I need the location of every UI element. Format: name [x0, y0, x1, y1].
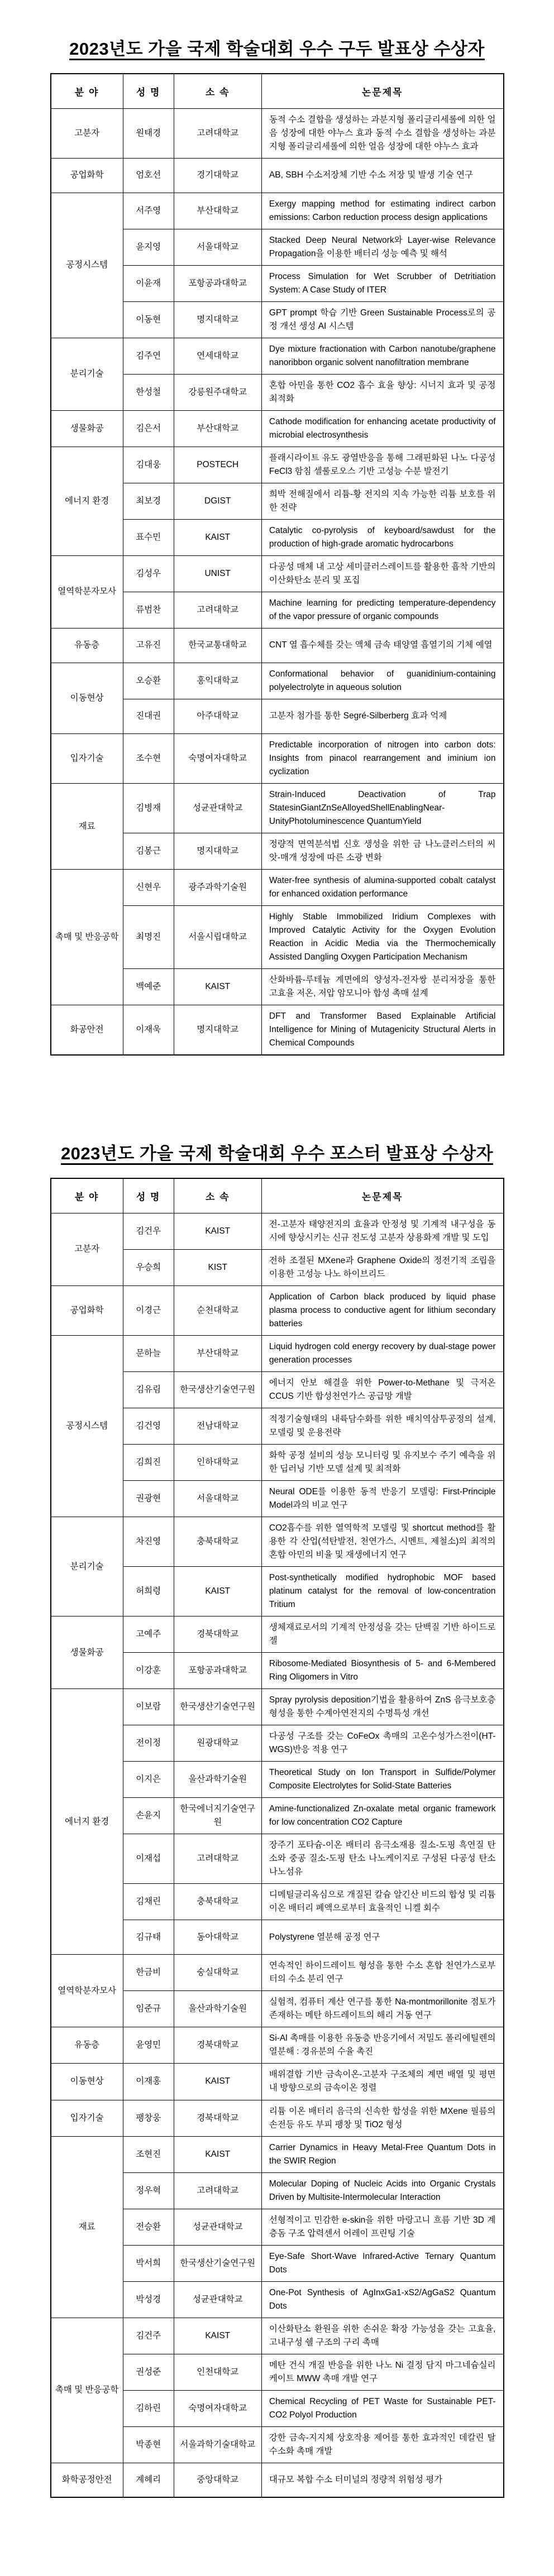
header-affiliation: 소 속 [174, 74, 261, 108]
affiliation-cell: 전남대학교 [174, 1408, 261, 1444]
paper-title-cell: 에너지 안보 해결을 위한 Power-to-Methane 및 극저온 CCUS 기반 합성천연가스 공급망 개발 [261, 1371, 503, 1408]
affiliation-cell: 한국생산기술연구원 [174, 1371, 261, 1408]
table-row [51, 1517, 504, 1567]
paper-title-cell: Highly Stable Immobilized Iridium Complexes with Improved Catalytic Activity for the Oxygen Evolution Reaction in Acidic Media via the Thermochemically Assisted Dangling Oxygen Participation Mechanism [261, 906, 503, 969]
winner-name-cell: 한금비 [123, 1955, 174, 1991]
affiliation-cell: 성균관대학교 [174, 2281, 261, 2318]
winner-name-cell: 조수현 [123, 733, 174, 783]
table-row [51, 338, 504, 374]
affiliation-cell: 인천대학교 [174, 2354, 261, 2390]
affiliation-cell: 광주과학기술원 [174, 870, 261, 906]
paper-title-cell: Carrier Dynamics in Heavy Metal-Free Quantum Dots in the SWIR Region [261, 2136, 503, 2172]
winner-name-cell: 최보경 [123, 483, 174, 519]
paper-title-cell: GPT prompt 학습 기반 Green Sustainable Process로의 공정 개선 생성 AI 시스템 [261, 301, 503, 338]
winner-name-cell: 정우혁 [123, 2172, 174, 2209]
affiliation-cell: UNIST [174, 555, 261, 592]
paper-title-cell: 다공성 구조를 갖는 CoFeOx 촉매의 고온수성가스전이(HT-WGS)반응 적용 연구 [261, 1725, 503, 1762]
oral-awards-section [0, 35, 554, 1056]
winner-name-cell: 김규태 [123, 1920, 174, 1955]
header-row [51, 74, 504, 108]
paper-title-cell: 동적 수소 결합을 생성하는 과분지형 폴리글리세롤에 의한 얼음 성장에 대한 야누스 효과 동적 수소 결합을 생성하는 과분지형 폴리글리세롤에 의한 얼음 성장에 대한 야누스 효과 [261, 108, 503, 158]
paper-title-cell: 장주기 포타슘-이온 배터리 음극소재용 질소-도핑 흑연질 탄소와 중공 질소-도핑 탄소 나노케이지로 구성된 다공성 탄소 나노섬유 [261, 1834, 503, 1884]
winner-name-cell: 이재욱 [123, 1005, 174, 1056]
field-cell: 촉매 및 반응공학 [51, 2318, 123, 2463]
affiliation-cell: 숙명여자대학교 [174, 2390, 261, 2426]
affiliation-cell: 고려대학교 [174, 108, 261, 158]
winner-name-cell: 윤지영 [123, 229, 174, 265]
winner-name-cell: 이동현 [123, 301, 174, 338]
winner-name-cell: 박성경 [123, 2281, 174, 2318]
winner-name-cell: 김주연 [123, 338, 174, 374]
affiliation-cell: 울산과학기술원 [174, 1762, 261, 1798]
paper-title-cell: CNT 열 흡수체를 갖는 액체 금속 태양열 흡열기의 기체 예열 [261, 628, 503, 663]
field-cell: 공정시스템 [51, 1335, 123, 1517]
poster-awards-table [50, 1178, 504, 2498]
winner-name-cell: 박종현 [123, 2426, 174, 2463]
oral-awards-title: 2023년도 가을 국제 학술대회 우수 구두 발표상 수상자 [69, 39, 485, 59]
field-cell: 열역학분자모사 [51, 555, 123, 628]
header-field: 분 야 [51, 1178, 123, 1213]
affiliation-cell: KAIST [174, 1567, 261, 1616]
header-name: 성 명 [123, 74, 174, 108]
field-cell: 공정시스템 [51, 193, 123, 338]
table-row [51, 2064, 504, 2100]
affiliation-cell: 명지대학교 [174, 301, 261, 338]
affiliation-cell: KAIST [174, 969, 261, 1005]
poster-awards-section [0, 1139, 554, 2498]
affiliation-cell: 부산대학교 [174, 1335, 261, 1371]
winner-name-cell: 차진영 [123, 1517, 174, 1567]
table-row [51, 1955, 504, 1991]
winner-name-cell: 김병재 [123, 784, 174, 833]
oral-awards-table [50, 73, 504, 1056]
paper-title-cell: 화학 공정 설비의 성능 모니터링 및 유지보수 주기 예측을 위한 딥러닝 기반 모델 설계 및 최적화 [261, 1444, 503, 1480]
table-row [51, 870, 504, 906]
winner-name-cell: 김하린 [123, 2390, 174, 2426]
paper-title-cell: 적정기술형태의 내륙담수화를 위한 배치역삼투공정의 설계, 모델링 및 운용전략 [261, 1408, 503, 1444]
table-row [51, 628, 504, 663]
paper-title-cell: Chemical Recycling of PET Waste for Sustainable PET-CO2 Polyol Production [261, 2390, 503, 2426]
paper-title-cell: AB, SBH 수소저장체 기반 수소 저장 및 발생 기술 연구 [261, 158, 503, 193]
winner-name-cell: 표수민 [123, 519, 174, 555]
affiliation-cell: KAIST [174, 2136, 261, 2172]
paper-title-cell: Molecular Doping of Nucleic Acids into Organic Crystals Driven by Multisite-Intermolecular Interaction [261, 2172, 503, 2209]
table-row [51, 193, 504, 229]
affiliation-cell: 경북대학교 [174, 2100, 261, 2136]
field-cell: 에너지 환경 [51, 447, 123, 555]
paper-title-cell: Si-Al 촉매를 이용한 유동층 반응기에서 저밀도 폴리에틸렌의 열분해 : 경유분의 수율 촉진 [261, 2027, 503, 2064]
winner-name-cell: 전승환 [123, 2209, 174, 2245]
winner-name-cell: 고유진 [123, 628, 174, 663]
affiliation-cell: 한국교통대학교 [174, 628, 261, 663]
paper-title-cell: Catalytic co-pyrolysis of keyboard/sawdust for the production of high-grade aromatic hydrocarbons [261, 519, 503, 555]
winner-name-cell: 이경근 [123, 1285, 174, 1335]
affiliation-cell: 홍익대학교 [174, 663, 261, 699]
winner-name-cell: 김희진 [123, 1444, 174, 1480]
affiliation-cell: POSTECH [174, 447, 261, 483]
paper-title-cell: Water-free synthesis of alumina-supported cobalt catalyst for enhanced oxidation performance [261, 870, 503, 906]
paper-title-cell: Machine learning for predicting temperature-dependency of the vapor pressure of organic compounds [261, 592, 503, 628]
affiliation-cell: 명지대학교 [174, 833, 261, 870]
paper-title-cell: Exergy mapping method for estimating indirect carbon emissions: Carbon reduction process design applications [261, 193, 503, 229]
affiliation-cell: 강릉원주대학교 [174, 374, 261, 410]
paper-title-cell: Eye-Safe Short-Wave Infrared-Active Ternary Quantum Dots [261, 2245, 503, 2281]
table-row [51, 1213, 504, 1249]
winner-name-cell: 오승환 [123, 663, 174, 699]
header-paper: 논문제목 [261, 74, 503, 108]
winner-name-cell: 김채린 [123, 1884, 174, 1920]
winner-name-cell: 이강훈 [123, 1653, 174, 1689]
field-cell: 촉매 및 반응공학 [51, 870, 123, 1005]
affiliation-cell: 경북대학교 [174, 2027, 261, 2064]
paper-title-cell: One-Pot Synthesis of AgInxGa1-xS2/AgGaS2 Quantum Dots [261, 2281, 503, 2318]
table-row [51, 410, 504, 447]
field-cell: 이동현상 [51, 663, 123, 733]
winner-name-cell: 서주영 [123, 193, 174, 229]
affiliation-cell: 서울대학교 [174, 1480, 261, 1517]
paper-title-cell: Conformational behavior of guanidinium-containing polyelectrolyte in aqueous solution [261, 663, 503, 699]
field-cell: 입자기술 [51, 2100, 123, 2136]
affiliation-cell: 아주대학교 [174, 699, 261, 733]
affiliation-cell: KAIST [174, 1213, 261, 1249]
affiliation-cell: KAIST [174, 2064, 261, 2100]
winner-name-cell: 허희령 [123, 1567, 174, 1616]
affiliation-cell: 울산과학기술원 [174, 1991, 261, 2027]
paper-title-cell: 고분자 첨가를 통한 Segré-Silberberg 효과 억제 [261, 699, 503, 733]
paper-title-cell: 리튬 이온 배터리 음극의 신속한 합성을 위한 MXene 필름의 손전등 유도 부피 팽창 및 TiO2 형성 [261, 2100, 503, 2136]
paper-title-cell: Ribosome-Mediated Biosynthesis of 5- and 6-Membered Ring Oligomers in Vitro [261, 1653, 503, 1689]
winner-name-cell: 임준규 [123, 1991, 174, 2027]
affiliation-cell: 동아대학교 [174, 1920, 261, 1955]
winner-name-cell: 최명진 [123, 906, 174, 969]
winner-name-cell: 이보람 [123, 1689, 174, 1725]
affiliation-cell: 고려대학교 [174, 592, 261, 628]
paper-title-cell: 생체재료로서의 기계적 안정성을 갖는 단백질 기반 하이드로젤 [261, 1616, 503, 1653]
affiliation-cell: 성균관대학교 [174, 784, 261, 833]
field-cell: 고분자 [51, 108, 123, 158]
header-paper: 논문제목 [261, 1178, 503, 1213]
affiliation-cell: KAIST [174, 2318, 261, 2354]
winner-name-cell: 김건영 [123, 1408, 174, 1444]
affiliation-cell: 경북대학교 [174, 1616, 261, 1653]
winner-name-cell: 계혜리 [123, 2463, 174, 2497]
winner-name-cell: 고예주 [123, 1616, 174, 1653]
field-cell: 입자기술 [51, 733, 123, 783]
winner-name-cell: 원태경 [123, 108, 174, 158]
affiliation-cell: 성균관대학교 [174, 2209, 261, 2245]
paper-title-cell: 전-고분자 태양전지의 효율과 안정성 및 기계적 내구성을 동시에 향상시키는 신규 전도성 고분자 상용화제 개발 및 도입 [261, 1213, 503, 1249]
paper-title-cell: 배위결합 기반 금속이온-고분자 구조체의 계면 배열 및 평면 내 방향으로의 금속이온 정렬 [261, 2064, 503, 2100]
paper-title-cell: CO2흡수를 위한 열역학적 모델링 및 shortcut method를 활용한 각 산업(석탄발전, 천연가스, 시멘트, 제철소)의 최적의 혼합 아민의 비율 및 재생에너지 연구 [261, 1517, 503, 1567]
affiliation-cell: 부산대학교 [174, 193, 261, 229]
winner-name-cell: 문하늘 [123, 1335, 174, 1371]
winner-name-cell: 권성준 [123, 2354, 174, 2390]
paper-title-cell: 디메틸글리옥심으로 개질된 칼슘 알긴산 비드의 합성 및 리튬 이온 배터리 폐액으로부터 효율적인 니켈 회수 [261, 1884, 503, 1920]
affiliation-cell: 연세대학교 [174, 338, 261, 374]
winner-name-cell: 전이정 [123, 1725, 174, 1762]
paper-title-cell: Spray pyrolysis deposition기법을 활용하여 ZnS 음극보호층 형성을 통한 수계아연전지의 수명특성 개선 [261, 1689, 503, 1725]
field-cell: 고분자 [51, 1213, 123, 1285]
header-row [51, 1178, 504, 1213]
winner-name-cell: 윤영민 [123, 2027, 174, 2064]
affiliation-cell: 한국에너지기술연구원 [174, 1798, 261, 1834]
winner-name-cell: 김봉근 [123, 833, 174, 870]
paper-title-cell: Process Simulation for Wet Scrubber of Detritiation System: A Case Study of ITER [261, 265, 503, 301]
affiliation-cell: 포항공과대학교 [174, 1653, 261, 1689]
winner-name-cell: 권광현 [123, 1480, 174, 1517]
paper-title-cell: 산화바륨-루테늄 계면에의 양성자-전자쌍 분리저장을 통한 고효율 저온, 저압 암모니아 합성 촉매 설계 [261, 969, 503, 1005]
winner-name-cell: 엄호선 [123, 158, 174, 193]
field-cell: 화공안전 [51, 1005, 123, 1056]
field-cell: 분리기술 [51, 1517, 123, 1616]
affiliation-cell: 순천대학교 [174, 1285, 261, 1335]
paper-title-cell: Predictable incorporation of nitrogen into carbon dots: Insights from pinacol rearrangement and iminium ion cyclization [261, 733, 503, 783]
winner-name-cell: 박서희 [123, 2245, 174, 2281]
winner-name-cell: 김유림 [123, 1371, 174, 1408]
affiliation-cell: 숭실대학교 [174, 1955, 261, 1991]
paper-title-cell: 메탄 건식 개질 반응을 위한 나노 Ni 결정 담지 마그네슘실리케이트 MWW 촉매 개발 연구 [261, 2354, 503, 2390]
field-cell: 이동현상 [51, 2064, 123, 2100]
winner-name-cell: 진대권 [123, 699, 174, 733]
affiliation-cell: 서울과학기술대학교 [174, 2426, 261, 2463]
paper-title-cell: Liquid hydrogen cold energy recovery by dual-stage power generation processes [261, 1335, 503, 1371]
affiliation-cell: 숙명여자대학교 [174, 733, 261, 783]
winner-name-cell: 조현진 [123, 2136, 174, 2172]
paper-title-cell: 전하 조절된 MXene과 Graphene Oxide의 정전기적 조립을 이용한 고성능 나노 하이브리드 [261, 1249, 503, 1285]
table-row [51, 1335, 504, 1371]
winner-name-cell: 이재홍 [123, 2064, 174, 2100]
table-row [51, 784, 504, 833]
field-cell: 공업화학 [51, 158, 123, 193]
paper-title-cell: Stacked Deep Neural Network와 Layer-wise Relevance Propagation을 이용한 배터리 성능 예측 및 해석 [261, 229, 503, 265]
paper-title-cell: 희박 전해질에서 리튬-황 전지의 지속 가능한 리튬 보호를 위한 전략 [261, 483, 503, 519]
paper-title-cell: 다공성 매체 내 고상 세미클러스레이트를 활용한 흡착 기반의 이산화탄소 분리 및 포집 [261, 555, 503, 592]
winner-name-cell: 이지은 [123, 1762, 174, 1798]
winner-name-cell: 우승희 [123, 1249, 174, 1285]
winner-name-cell: 김성우 [123, 555, 174, 592]
paper-title-cell: 플래시라이트 유도 광열반응을 통해 그래핀화된 나노 다공성 FeCl3 함침 셀룰로오스 기반 고성능 수분 발전기 [261, 447, 503, 483]
header-name: 성 명 [123, 1178, 174, 1213]
table-row [51, 2027, 504, 2064]
affiliation-cell: 충북대학교 [174, 1884, 261, 1920]
winner-name-cell: 한성철 [123, 374, 174, 410]
paper-title-cell: Theoretical Study on Ion Transport in Sulfide/Polymer Composite Electrolytes for Solid-State Batteries [261, 1762, 503, 1798]
winner-name-cell: 김건주 [123, 2318, 174, 2354]
affiliation-cell: 명지대학교 [174, 1005, 261, 1056]
affiliation-cell: 고려대학교 [174, 2172, 261, 2209]
header-field: 분 야 [51, 74, 123, 108]
table-row [51, 1616, 504, 1653]
table-row [51, 158, 504, 193]
affiliation-cell: 포항공과대학교 [174, 265, 261, 301]
field-cell: 생물화공 [51, 1616, 123, 1689]
affiliation-cell: DGIST [174, 483, 261, 519]
affiliation-cell: 인하대학교 [174, 1444, 261, 1480]
field-cell: 유동층 [51, 2027, 123, 2064]
paper-title-cell: Application of Carbon black produced by liquid phase plasma process to conductive agent for lithium secondary batteries [261, 1285, 503, 1335]
winner-name-cell: 신현우 [123, 870, 174, 906]
table-row [51, 1689, 504, 1725]
winner-name-cell: 백예준 [123, 969, 174, 1005]
paper-title-cell: 대규모 복합 수소 터미널의 정량적 위험성 평가 [261, 2463, 503, 2497]
field-cell: 유동층 [51, 628, 123, 663]
header-affiliation: 소 속 [174, 1178, 261, 1213]
table-row [51, 447, 504, 483]
affiliation-cell: 고려대학교 [174, 1834, 261, 1884]
paper-title-cell: Neural ODE를 이용한 동적 반응기 모델링: First-Principle Model과의 비교 연구 [261, 1480, 503, 1517]
paper-title-cell: Strain-Induced Deactivation of Trap StatesinGiantZnSeAlloyedShellEnablingNear-UnityPhotoluminescence QuantumYield [261, 784, 503, 833]
affiliation-cell: KIST [174, 1249, 261, 1285]
poster-awards-title: 2023년도 가을 국제 학술대회 우수 포스터 발표상 수상자 [60, 1144, 494, 1164]
winner-name-cell: 팽창웅 [123, 2100, 174, 2136]
paper-title-cell: 정량적 면역분석법 신호 생성을 위한 금 나노클러스터의 씨앗-매개 성장에 따른 소광 변화 [261, 833, 503, 870]
field-cell: 재료 [51, 2136, 123, 2318]
affiliation-cell: 충북대학교 [174, 1517, 261, 1567]
table-row [51, 108, 504, 158]
table-row [51, 1005, 504, 1056]
affiliation-cell: 경기대학교 [174, 158, 261, 193]
paper-title-cell: 연속적인 하이드레이트 형성을 통한 수소 혼합 천연가스로부터의 수소 분리 연구 [261, 1955, 503, 1991]
affiliation-cell: 서울시립대학교 [174, 906, 261, 969]
winner-name-cell: 손윤지 [123, 1798, 174, 1834]
paper-title-cell: 실험적, 컴퓨터 계산 연구를 통한 Na-montmorillonite 점토가 존재하는 메탄 하드레이트의 해리 거동 연구 [261, 1991, 503, 2027]
field-cell: 생물화공 [51, 410, 123, 447]
affiliation-cell: 원광대학교 [174, 1725, 261, 1762]
affiliation-cell: 부산대학교 [174, 410, 261, 447]
affiliation-cell: 서울대학교 [174, 229, 261, 265]
field-cell: 화학공정안전 [51, 2463, 123, 2497]
table-row [51, 2100, 504, 2136]
table-row [51, 733, 504, 783]
table-row [51, 2136, 504, 2172]
winner-name-cell: 김은서 [123, 410, 174, 447]
paper-title-cell: 이산화탄소 환원을 위한 손쉬운 확장 가능성을 갖는 고효율, 고내구성 쉘 구조의 구리 촉매 [261, 2318, 503, 2354]
affiliation-cell: 중앙대학교 [174, 2463, 261, 2497]
paper-title-cell: Cathode modification for enhancing acetate productivity of microbial electrosynthesis [261, 410, 503, 447]
paper-title-cell: DFT and Transformer Based Explainable Artificial Intelligence for Mining of Mutagenicity Structural Alerts in Chemical Compounds [261, 1005, 503, 1056]
table-row [51, 2318, 504, 2354]
table-row [51, 555, 504, 592]
paper-title-cell: Amine-functionalized Zn-oxalate metal organic framework for low concentration CO2 Capture [261, 1798, 503, 1834]
winner-name-cell: 이윤재 [123, 265, 174, 301]
field-cell: 공업화학 [51, 1285, 123, 1335]
paper-title-cell: Dye mixture fractionation with Carbon nanotube/graphene nanoribbon organic solvent nanofiltration membrane [261, 338, 503, 374]
paper-title-cell: Polystyrene 열분해 공정 연구 [261, 1920, 503, 1955]
affiliation-cell: 한국생산기술연구원 [174, 2245, 261, 2281]
winner-name-cell: 김대웅 [123, 447, 174, 483]
field-cell: 재료 [51, 784, 123, 870]
paper-title-cell: 혼합 아민을 통한 CO2 흡수 효율 향상: 시너지 효과 및 공정 최적화 [261, 374, 503, 410]
paper-title-cell: Post-synthetically modified hydrophobic MOF based platinum catalyst for the removal of low-concentration Tritium [261, 1567, 503, 1616]
field-cell: 에너지 환경 [51, 1689, 123, 1955]
table-row [51, 2463, 504, 2497]
winner-name-cell: 김건우 [123, 1213, 174, 1249]
affiliation-cell: KAIST [174, 519, 261, 555]
winner-name-cell: 이재섭 [123, 1834, 174, 1884]
field-cell: 분리기술 [51, 338, 123, 410]
paper-title-cell: 선형적이고 민감한 e-skin을 위한 마랑고니 흐름 기반 3D 계층돔 구조 압력센서 어레이 프린팅 기술 [261, 2209, 503, 2245]
affiliation-cell: 한국생산기술연구원 [174, 1689, 261, 1725]
winner-name-cell: 류범찬 [123, 592, 174, 628]
table-row [51, 663, 504, 699]
table-row [51, 1285, 504, 1335]
field-cell: 열역학분자모사 [51, 1955, 123, 2027]
paper-title-cell: 강한 금속-지지체 상호작용 제어를 통한 효과적인 데칼린 탈수소화 촉매 개발 [261, 2426, 503, 2463]
